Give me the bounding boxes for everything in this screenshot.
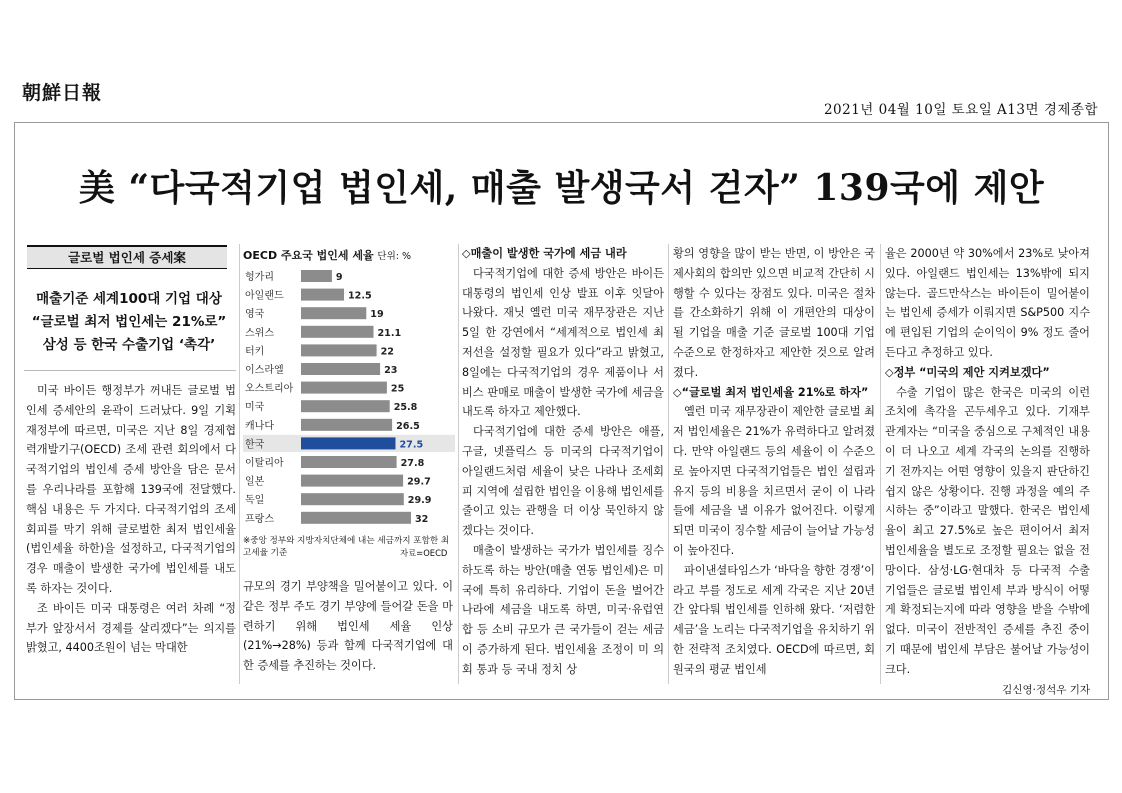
chart-category-label: 이스라엘 (245, 365, 284, 376)
chart-title-text: OECD 주요국 법인세 세율 (243, 249, 374, 262)
byline-text: 김신영·정석우 기자 (1002, 683, 1090, 696)
chart-category-label: 헝가리 (245, 272, 274, 283)
chart-unit-label: 단위: % (377, 251, 412, 262)
chart-category-label: 아일랜드 (245, 290, 284, 302)
article-column-2 (243, 577, 453, 676)
chart-value-label: 23 (384, 365, 398, 376)
chart-value-label: 26.5 (396, 420, 420, 432)
tax-rate-chart (243, 244, 455, 564)
chart-footnote: ※중앙 정부와 지방자치단체에 내는 세금까지 포함한 최고세율 기준 (243, 536, 450, 558)
column-rule (668, 244, 669, 684)
body-paragraph: 파이낸셜타임스가 ‘바닥을 향한 경쟁’이라고 부를 정도로 세계 각국은 지난 20년간 앞다퉈 법인세를 인하해 왔다. ‘저렴한 세금’을 노리는 다국적기업을 유치하기 위한 전략적 조치였다. OECD에 따르면, 회원국의 평균 법인세 (673, 563, 875, 676)
chart-value-label: 29.9 (407, 495, 432, 507)
body-paragraph: 미국 바이든 행정부가 꺼내든 글로벌 법인세 증세안의 윤곽이 드러났다. 9일 기획재정부에 따르면, 미국은 지난 8일 경제협력개발기구(OECD) 조세 관련 회의에서 다국적기업의 법인세 증세 방안을 담은 문서를 우리나라를 포함해 139국에 전달했다. 핵심 내용은 두 가지다. 다국적기업의 조세 회피를 막기 위해 글로벌한 최저 법인세율(법인세율 하한)을 설정하고, 다국적기업의 경우 매출이 발생한 국가에 법인세를 내도록 하자는 것이다. (26, 384, 236, 595)
subheadline-3: 삼성 등 한국 수출기업 ‘촉각’ (42, 337, 216, 353)
article-column-1 (26, 381, 236, 658)
body-paragraph: 옐런 미국 재무장관이 제안한 글로벌 최저 법인세율은 21%가 유력하다고 알려졌다. 만약 아일랜드 등의 세율이 이 수준으로 높아지면 다국적기업들은 법인 설립과 유지 등의 비용을 치르면서 굳이 이 나라들에 세금을 낼 이유가 없어진다. 이렇게 되면 미국이 징수할 세금이 늘어날 가능성이 높아진다. (673, 405, 875, 557)
chart-svg (243, 244, 455, 534)
chart-bar (301, 326, 374, 338)
chart-source: 자료=OECD (400, 548, 448, 558)
chart-value-label: 19 (370, 309, 384, 321)
article-headline: 美 “다국적기업 법인세, 매출 발생국서 걷자” 139국에 제안 (78, 167, 1045, 209)
chart-bar (301, 475, 403, 487)
body-paragraph: 수출 기업이 많은 한국은 미국의 이런 조치에 촉각을 곤두세우고 있다. 기재부 관계자는 “미국을 중심으로 구체적인 내용이 더 나오고 세계 각국의 논의를 진행하기 전까지는 어떤 영향이 있을지 판단하긴 쉽지 않은 상황이다. 진행 과정을 예의 주시하는 중”이라고 말했다. 한국은 법인세율이 최고 27.5%로 높은 편이어서 최저 법인세율을 별도로 조정할 필요는 없을 전망이다. 삼성·LG·현대차 등 다국적 수출 기업들은 글로벌 법인세 부과 방식이 어떻게 확정되는지에 따라 영향을 받을 수밖에 없다. 미국이 전반적인 증세를 추진 중이기 때문에 법인세 부담은 불어날 가능성이 크다. (885, 385, 1090, 676)
chart-bar (301, 289, 344, 301)
chart-category-label: 오스트리아 (245, 383, 294, 395)
chart-value-label: 27.8 (400, 458, 425, 469)
chart-category-label: 일본 (245, 476, 265, 488)
chart-bar (301, 419, 392, 431)
chart-value-label: 25 (390, 383, 405, 395)
column-rule (239, 244, 240, 684)
chart-category-label: 한국 (245, 439, 265, 451)
chart-bar (301, 456, 397, 468)
chart-value-label: 27.5 (399, 439, 424, 451)
body-paragraph: 다국적기업에 대한 증세 방안은 애플, 구글, 넷플릭스 등 미국의 다국적기업이 아일랜드처럼 세율이 낮은 나라나 조세회피 지역에 설립한 법인을 이용해 법인세를 줄이고 있는 관행을 더 이상 묵인하지 않겠다는 것이다. (462, 425, 664, 538)
chart-category-label: 캐나다 (245, 420, 274, 432)
body-paragraph: 황의 영향을 많이 받는 반면, 이 방안은 국제사회의 합의만 있으면 비교적 간단히 시행할 수 있다는 장점도 있다. 미국은 절차를 간소화하기 위해 이 개편안의 대상이 될 기업을 매출 기준 글로벌 100대 기업 수준으로 한정하자고 제안한 것으로 알려졌다. (673, 247, 875, 379)
chart-category-label: 영국 (245, 309, 265, 321)
section-kicker: 글로벌 법인세 증세案 (27, 245, 227, 269)
chart-category-label: 프랑스 (245, 513, 274, 525)
subheadline-divider (24, 370, 236, 371)
subheadline-1: 매출기준 세계100대 기업 대상 (36, 291, 222, 307)
chart-value-label: 25.8 (393, 402, 418, 414)
body-paragraph: 조 바이든 미국 대통령은 여러 차례 “정부가 앞장서서 경제를 살리겠다”는 의지를 밝혔고, 4400조원이 넘는 막대한 (26, 601, 236, 655)
column-rule (880, 244, 881, 684)
chart-bar (301, 382, 387, 394)
subheadline-block (24, 288, 234, 357)
chart-value-label: 32 (415, 513, 429, 525)
article-column-3 (462, 244, 664, 680)
chart-bar (301, 307, 366, 319)
chart-category-label: 미국 (245, 402, 265, 414)
byline (885, 680, 1090, 701)
chart-bar (301, 493, 404, 505)
chart-value-label: 29.7 (407, 476, 431, 488)
chart-bar (301, 270, 332, 282)
body-paragraph: 규모의 경기 부양책을 밀어붙이고 있다. 이 같은 정부 주도 경기 부양에 들어갈 돈을 마련하기 위해 법인세 세율 인상(21%→28%) 등과 함께 다국적기업에 대한 증세를 추진하는 것이다. (243, 580, 453, 673)
article-column-4 (673, 244, 875, 680)
chart-category-label: 터키 (245, 346, 265, 358)
chart-value-label: 21.1 (377, 327, 402, 339)
chart-category-label: 이탈리아 (245, 458, 284, 469)
issue-date-line: 2021년 04월 10일 토요일 A13면 경제종합 (823, 102, 1098, 118)
chart-value-label: 12.5 (348, 290, 372, 302)
chart-category-label: 독일 (245, 495, 265, 507)
article-column-5 (885, 244, 1090, 700)
body-paragraph: 율은 2000년 약 30%에서 23%로 낮아져 있다. 아일랜드 법인세는 13%밖에 되지 않는다. 골드만삭스는 바이든이 밀어붙이는 법인세 증세가 이뤄지면 S&P500 지수에 편입된 기업의 순이익이 9% 정도 줄어든다고 추정하고 있다. (885, 247, 1090, 359)
subheadline-2: “글로벌 최저 법인세는 21%로” (31, 314, 227, 330)
chart-value-label: 9 (335, 272, 343, 283)
section-subhead: ◇정부 “미국의 제안 지켜보겠다” (885, 365, 1050, 379)
chart-bar (301, 344, 377, 356)
chart-bar (301, 363, 380, 375)
chart-value-label: 22 (380, 346, 394, 358)
chart-bar (301, 512, 411, 524)
column-rule (458, 244, 459, 684)
chart-bar (301, 400, 390, 412)
section-subhead: ◇“글로벌 최저 법인세율 21%로 하자” (673, 385, 869, 399)
chart-bar (301, 437, 396, 449)
newspaper-logo: 朝鮮日報 (22, 82, 103, 104)
body-paragraph: 다국적기업에 대한 증세 방안은 바이든 대통령의 법인세 인상 발표 이후 잇달아 나왔다. 재닛 옐런 미국 재무장관은 지난 5일 한 강연에서 “세계적으로 법인세 최저선을 설정할 필요가 있다”라고 밝혔고, 8일에는 다국적기업의 경우 제품이나 서비스 판매로 매출이 발생한 국가에 세금을 내도록 하자고 제안했다. (462, 266, 664, 419)
body-paragraph: 매출이 발생하는 국가가 법인세를 징수하도록 하는 방안(매출 연동 법인세)은 미국에 특히 유리하다. 기업이 돈을 벌어간 나라에 세금을 내도록 하면, 미국·유럽연합 등 소비 규모가 큰 국가들이 걷는 세금이 증가하게 된다. 법인세율 조정이 미 의회 통과 등 국내 정치 상 (462, 543, 664, 676)
chart-category-label: 스위스 (245, 327, 274, 339)
section-subhead: ◇매출이 발생한 국가에 세금 내라 (462, 247, 627, 260)
